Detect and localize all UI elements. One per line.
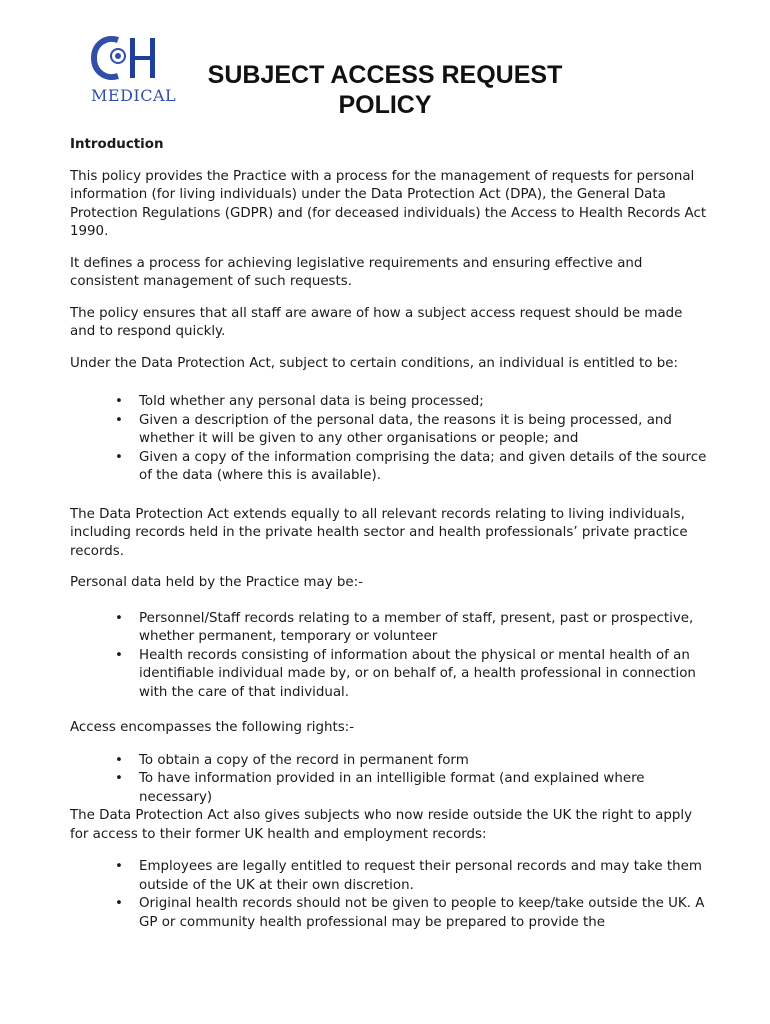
paragraph: It defines a process for achieving legislative requirements and ensuring effective and consistent management of such requests.: [70, 255, 643, 289]
bullet-icon: •: [115, 610, 123, 626]
list-item: • Told whether any personal data is being processed;: [139, 393, 710, 412]
page-title: [150, 60, 620, 120]
list-item: • Given a description of the personal data, the reasons it is being processed, and whether it will be given to any other organisations or people; and: [115, 412, 672, 446]
bullet-icon: •: [115, 647, 123, 663]
paragraph: Access encompasses the following rights:-: [70, 720, 355, 735]
paragraph: The Data Protection Act extends equally to all relevant records relating to living individuals, including records held in the private health sector and health professionals’ private practice records.: [70, 506, 688, 559]
paragraph: The policy ensures that all staff are aware of how a subject access request should be made and to respond quickly.: [70, 305, 683, 339]
rights-list: [70, 752, 710, 808]
entitled-list: [70, 393, 710, 486]
paragraph: Personal data held by the Practice may be:-: [70, 575, 363, 590]
bullet-icon: •: [115, 394, 123, 409]
personal-data-list: [70, 610, 710, 703]
introduction-heading: Introduction: [70, 137, 164, 152]
bullet-icon: •: [115, 859, 123, 874]
paragraph: The Data Protection Act also gives subjects who now reside outside the UK the right to apply for access to their former UK health and employment records:: [70, 808, 693, 842]
bullet-icon: •: [115, 412, 123, 428]
policy-body: [70, 136, 710, 945]
list-item: • Personnel/Staff records relating to a member of staff, present, past or prospective, whether permanent, temporary or volunteer: [115, 610, 694, 644]
list-item: • Original health records should not be given to people to keep/take outside the UK. A GP or community health professional may be prepared to provide the: [115, 896, 705, 930]
list-item: • To obtain a copy of the record in permanent form: [139, 752, 710, 771]
bullet-icon: •: [115, 449, 123, 465]
bullet-icon: •: [115, 896, 123, 911]
title-line-1: SUBJECT ACCESS REQUEST: [207, 61, 563, 89]
list-item: • Health records consisting of information about the physical or mental health of an identifiable individual made by, or on behalf of, a health professional in connection with the care of that individual.: [115, 647, 696, 700]
title-line-2: POLICY: [338, 91, 432, 119]
paragraph: Under the Data Protection Act, subject to certain conditions, an individual is entitled to be:: [70, 355, 678, 371]
list-item: • Employees are legally entitled to request their personal records and may take them outside of the UK at their own discretion.: [115, 859, 702, 893]
list-item: • Given a copy of the information comprising the data; and given details of the source of the data (where this is available).: [115, 449, 707, 483]
bullet-icon: •: [115, 771, 123, 786]
logo-wordmark: MEDICAL: [91, 86, 177, 105]
bullet-icon: •: [115, 752, 123, 768]
outside-uk-list: [70, 858, 710, 932]
list-item: • To have information provided in an intelligible format (and explained where necessary): [115, 771, 645, 805]
paragraph: This policy provides the Practice with a process for the management of requests for personal information (for living individuals) under the Data Protection Act (DPA), the General Data Protection Regulations (GDPR) and (for deceased individuals) the Access to Health Records Act 1990.: [70, 168, 707, 239]
